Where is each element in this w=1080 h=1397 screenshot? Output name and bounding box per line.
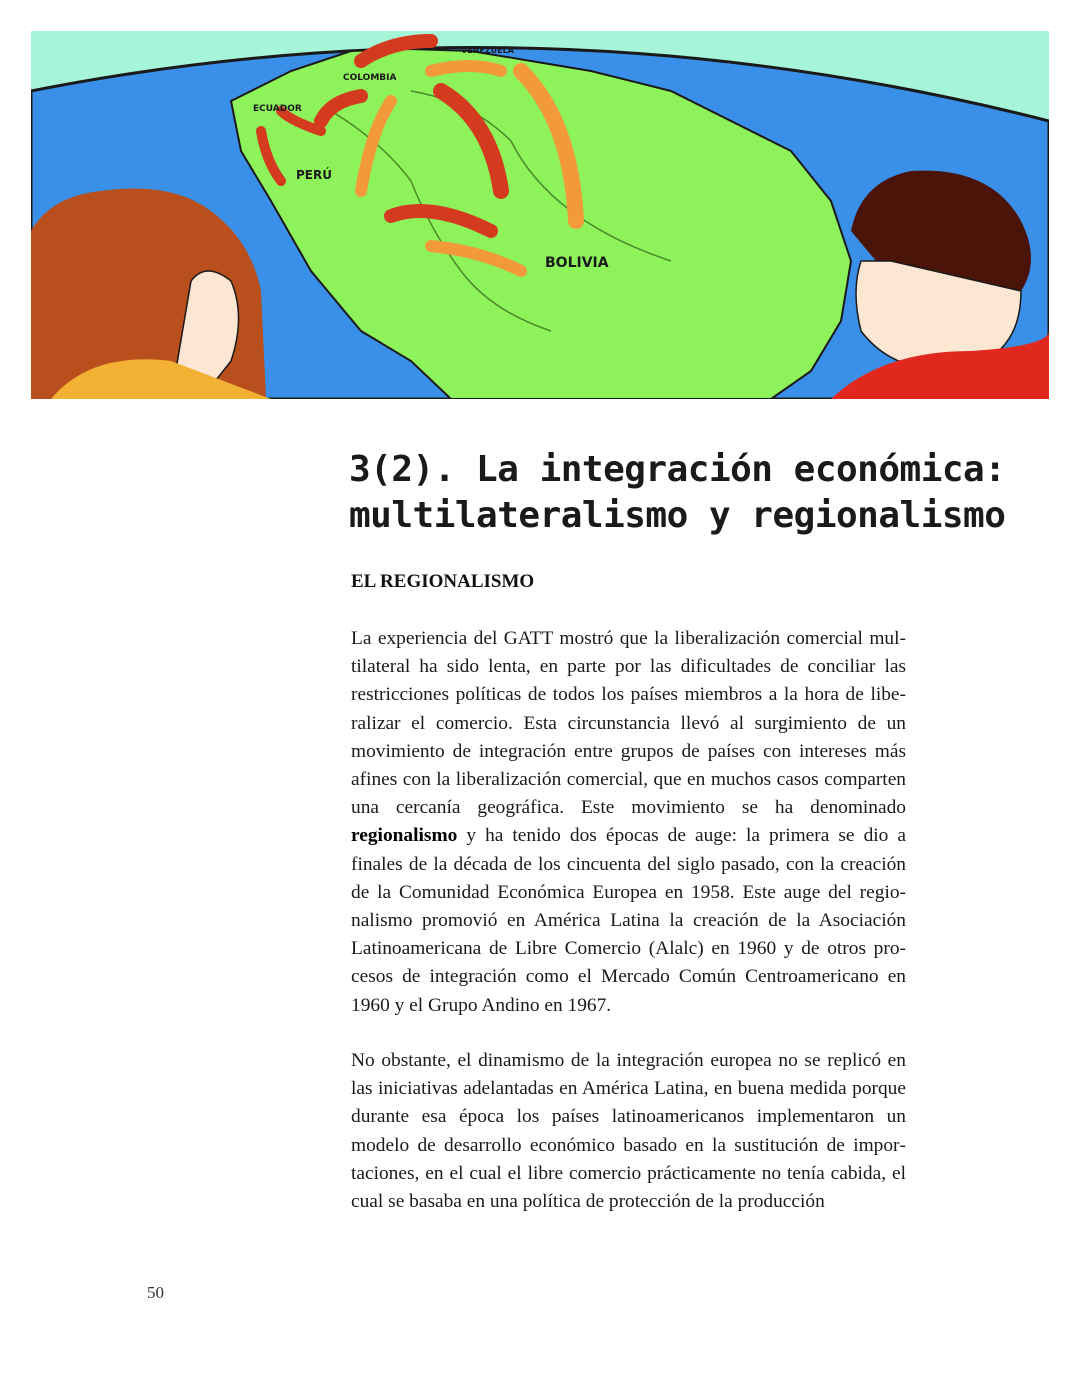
chapter-title-line-1: 3(2). La integración económica:	[349, 449, 1006, 490]
map-label-peru: PERÚ	[296, 168, 332, 182]
paragraph-1-text-start: La experiencia del GATT mostró que la liberalización comercial multilateral ha sido lenta, en parte por las dificultades de conciliar las restricciones políticas de todos los países miembros a la hora de liberalizar el comercio. Esta circunstancia llevó al surgimiento de un movimiento de integración entre grupos de países con intereses más afines con la liberalización comercial, que en muchos casos comparten una cercanía geográfica. Este movimiento se ha denominado	[351, 628, 906, 819]
map-illustration	[31, 31, 1049, 399]
body-paragraph-2: No obstante, el dinamismo de la integración europea no se replicó en las iniciativas adelantadas en América Latina, en buena medida porque durante esa época los países latinoamericanos implementaron un modelo de desarrollo económico basado en la sustitución de importaciones, en el cual el libre comercio prácticamente no tenía cabida, el cual se basaba en una política de protección de la producción	[351, 1050, 906, 1213]
bold-term-regionalismo: regionalismo	[351, 825, 458, 847]
chapter-title-line-2: multilateralismo y regionalismo	[349, 495, 1006, 536]
section-heading: EL REGIONALISMO	[351, 571, 535, 592]
trade-arrow	[431, 66, 501, 71]
paragraph-1-text-end: y ha tenido dos épocas de auge: la primera se dio a finales de la década de los cincuenta del siglo pasado, con la creación de la Comunidad Económica Europea en 1958. Este auge del regionalismo promovió en América Latina la creación de la Asociación Latinoamericana de Libre Comercio (Alalc) en 1960 y de otros procesos de integración como el Mercado Común Centroamericano en 1960 y el Grupo Andino en 1967.	[351, 825, 906, 1016]
map-label-bolivia: BOLIVIA	[545, 255, 609, 271]
chapter-title	[349, 447, 1006, 539]
map-label-colombia: COLOMBIA	[343, 73, 397, 83]
map-label-venezuela: VENEZUELA	[461, 46, 514, 55]
south-america-map-svg	[31, 31, 1049, 399]
body-paragraph-1	[351, 625, 906, 1020]
map-label-ecuador: ECUADOR	[253, 104, 302, 114]
page-number: 50	[147, 1283, 164, 1302]
